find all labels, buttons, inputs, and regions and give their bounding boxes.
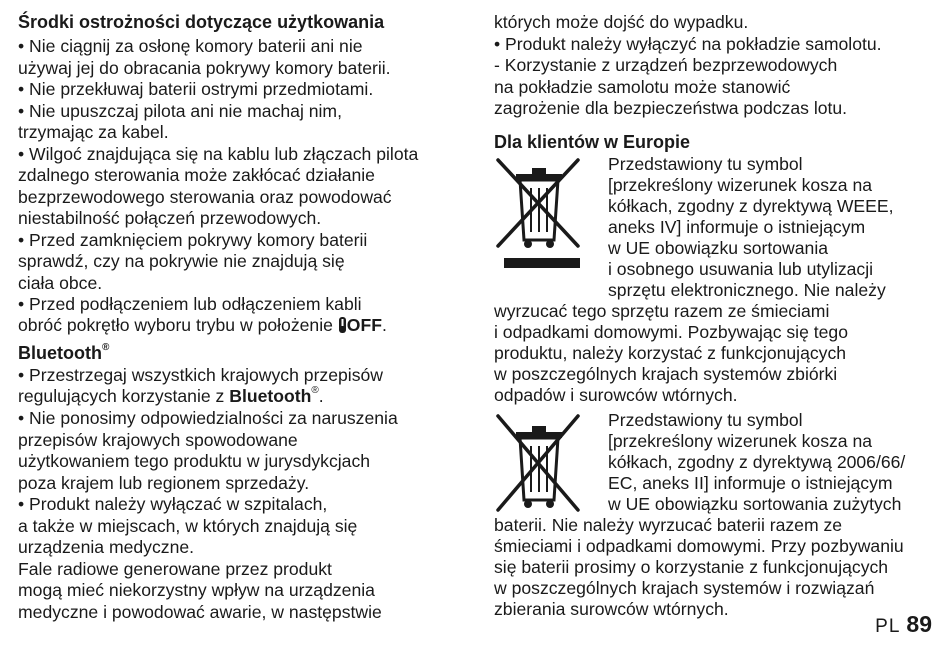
text-line: • Nie upuszczaj pilota ani nie machaj nim,: [18, 100, 342, 121]
page-number: 89: [906, 611, 932, 637]
dial-line: [18, 315, 387, 336]
text-line: śmieciami i odpadkami domowymi. Przy pozbywaniu: [494, 536, 904, 556]
europe-heading: Dla klientów w Europie: [494, 132, 691, 152]
text-line: • Produkt należy wyłączać w szpitalach,: [18, 494, 328, 514]
text-line: • Nie ciągnij za osłonę komory baterii ani nie: [18, 36, 363, 56]
text-line: aneks IV] informuje o istniejącym: [608, 217, 866, 237]
weee-bin-icon: [494, 156, 586, 268]
text-line: • Produkt należy wyłączyć na pokładzie samolotu.: [494, 33, 882, 54]
text-line: - Korzystanie z urządzeń bezprzewodowych: [494, 55, 838, 75]
text-line: wyrzucać tego sprzętu razem ze śmieciami: [494, 301, 830, 321]
text-line: Fale radiowe generowane przez produkt: [18, 558, 332, 579]
language-code: PL: [875, 616, 901, 637]
text-line: poza krajem lub regionem sprzedaży.: [18, 472, 310, 493]
text-line: w UE obowiązku sortowania zużytych: [608, 494, 902, 514]
text-line: • Nie ponosimy odpowiedzialności za naruszenia: [18, 408, 398, 428]
page-footer: [875, 611, 932, 638]
text-line: • Przed zamknięciem pokrywy komory baterii: [18, 229, 368, 250]
bt-line-2-prefix: regulujących korzystanie z: [18, 386, 230, 406]
text-line: w UE obowiązku sortowania: [608, 238, 829, 258]
text-line: Przedstawiony tu symbol: [608, 410, 803, 430]
text-line: w poszczególnych krajach systemów zbiórki: [494, 364, 838, 384]
text-line: medyczne i powodować awarie, w następstwie: [18, 601, 382, 622]
bluetooth-heading-text: Bluetooth: [18, 343, 102, 363]
text-line: ciała obce.: [18, 272, 103, 293]
text-line: sprawdź, czy na pokrywie nie znajdują się: [18, 251, 345, 271]
off-suffix: .: [381, 315, 387, 335]
text-line: kółkach, zgodny z dyrektywą WEEE,: [608, 196, 894, 216]
text-line: których może dojść do wypadku.: [494, 12, 749, 32]
text-line: EC, aneks II] informuje o istniejącym: [608, 473, 893, 493]
registered-mark-2: ®: [311, 385, 319, 396]
text-line: użytkowaniem tego produktu w jurysdykcjach: [18, 451, 371, 471]
text-line: sprzętu elektronicznego. Nie należy: [608, 280, 886, 300]
text-line: mogą mieć niekorzystny wpływ na urządzenia: [18, 580, 375, 600]
precautions-heading: Środki ostrożności dotyczące użytkowania: [18, 12, 385, 32]
text-line: przepisów krajowych spowodowane: [18, 429, 298, 450]
text-line: Przedstawiony tu symbol: [608, 154, 803, 174]
text-line: baterii. Nie należy wyrzucać baterii razem ze: [494, 515, 843, 535]
off-label: OFF: [346, 315, 382, 335]
text-line: i osobnego usuwania lub utylizacji: [608, 259, 874, 279]
text-line: [przekreślony wizerunek kosza na: [608, 175, 873, 195]
battery-bin-icon: [494, 412, 586, 516]
text-line: a także w miejscach, w których znajdują się: [18, 515, 358, 536]
text-line: • Nie przekłuwaj baterii ostrymi przedmiotami.: [18, 79, 374, 99]
text-line: bezprzewodowego sterowania oraz powodować: [18, 186, 392, 207]
text-line: • Wilgoć znajdująca się na kablu lub złączach pilota: [18, 143, 419, 164]
dial-line-text: obróć pokrętło wyboru trybu w położenie: [18, 315, 338, 335]
bt-line-2-suffix: .: [318, 386, 324, 406]
text-line: niestabilność połączeń przewodowych.: [18, 208, 322, 228]
text-line: na pokładzie samolotu może stanowić: [494, 76, 791, 97]
text-line: odpadów i surowców wtórnych.: [494, 385, 738, 405]
text-line: zdalnego sterowania może zakłócać działanie: [18, 165, 375, 185]
bt-line-2: [18, 386, 324, 407]
text-line: zagrożenie dla bezpieczeństwa podczas lotu.: [494, 98, 848, 118]
text-line: kółkach, zgodny z dyrektywą 2006/66/: [608, 452, 906, 472]
text-line: • Przed podłączeniem lub odłączeniem kabli: [18, 294, 362, 314]
bluetooth-heading: [18, 343, 109, 364]
text-line: w poszczególnych krajach systemów i rozwiązań: [494, 578, 875, 598]
text-line: urządzenia medyczne.: [18, 537, 195, 557]
bt-line-1: • Przestrzegaj wszystkich krajowych przepisów: [18, 365, 383, 385]
text-line: używaj jej do obracania pokrywy komory baterii.: [18, 57, 391, 78]
text-line: trzymając za kabel.: [18, 122, 169, 142]
bluetooth-bold: Bluetooth: [229, 386, 312, 406]
text-line: się baterii prosimy o korzystanie z funkcjonujących: [494, 557, 889, 577]
text-line: zbierania surowców wtórnych.: [494, 599, 729, 619]
text-line: [przekreślony wizerunek kosza na: [608, 431, 873, 451]
registered-mark: ®: [101, 342, 110, 353]
mode-dial-icon: [338, 316, 347, 334]
text-line: i odpadkami domowymi. Pozbywając się tego: [494, 322, 848, 342]
text-line: produktu, należy korzystać z funkcjonujących: [494, 343, 847, 363]
